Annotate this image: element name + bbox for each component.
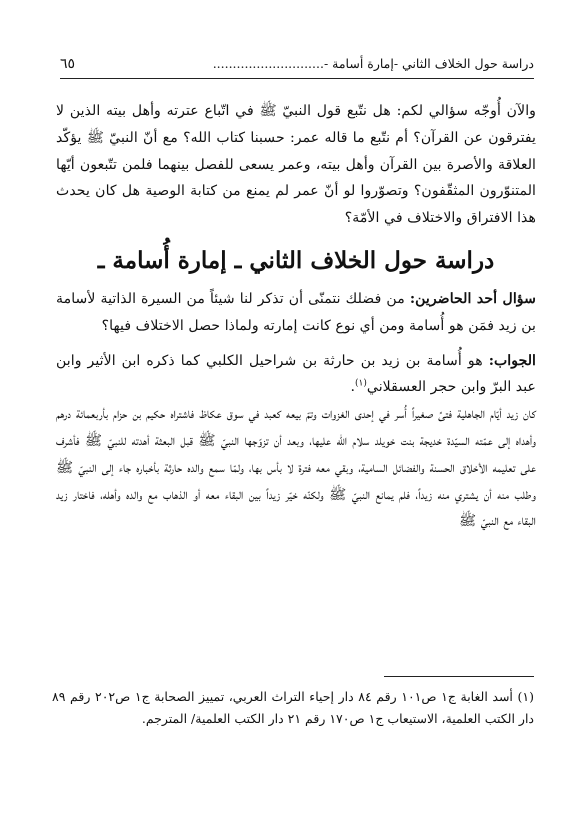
intro-paragraph: والآن أُوجّه سؤالي لكم: هل نتّبع قول النبيّ ﷺ في اتّباع عترته وأهل بيته الذين لا يفترقون عن القرآن؟ أم نتّبع ما قاله عمر: حسبنا كتاب الله؟ مع أنّ النبيّ ﷺ يؤكّد العلاقة والأصرة بين القرآن وأهل بيته، وعمر يسعى للفصل بينهما فلمن تتّبعون أيّها المتنوّرون المثقّفون؟ وتصوّروا لو أنّ عمر لم يمنع من كتابة الوصية هل كان يحدث هذا الافتراق والاختلاف في الأمّة؟ (56, 103, 536, 227)
question-label: سؤال أحد الحاضرين: (409, 290, 536, 307)
footnote-1: (١) أسد الغابة ج١ ص١٠١ رقم ٨٤ دار إحياء التراث العربي، تمييز الصحابة ج١ ص٢٠٢ رقم ٨٩ دار الكتب العلمية، الاستيعاب ج١ ص١٧٠ رقم ٢١ دار الكتب العلمية/ المترجم. (52, 689, 534, 726)
answer-text: هو أُسامة بن زيد بن حارثة بن شراحيل الكلبي كما ذكره ابن الأثير وابن عبد البرّ وابن حجر العسقلاني (56, 352, 536, 396)
question-paragraph (56, 286, 536, 340)
section-heading: دراسة حول الخلاف الثاني ـ إمارة أُسامة ـ (97, 246, 495, 274)
body-paragraph: كان زيد أيّام الجاهلية فتىً صغيراً أُسر في إحدى الغزوات وتمّ بيعه كعبد في سوق عكاظ فاشتراه حكيم بن حزام بأربعمائة درهم وأهداه إلى عمّته السيّدة خديجة بنت خويلد سلام الله عليها، وبعد أن تزوّجها النبيّ ﷺ قبل البعثة أهدته للنبيّ ﷺ فأشرف على تعليمه الأخلاق الحسنة والفضائل السامية، وبقي معه فترة لا بأس بها، ولمّا سمع والده حارثة بأخباره جاء إلى النبيّ ﷺ وطلب منه أن يشتري منه زيداً، فلم يمانع النبيّ ﷺ ولكنّه خيّر زيداً بين البقاء معه أو الذهاب مع والده وأهله، فاختار زيد البقاء مع النبيّ ﷺ (56, 406, 536, 530)
question-text: من فضلك نتمنّى أن تذكر لنا شيئاً من السيرة الذاتية لأسامة بن زيد فمَن هو أُسامة ومن أي نوع كانت إمارته ولماذا حصل الاختلاف فيها؟ (56, 290, 536, 334)
answer-label: الجواب: (488, 352, 536, 369)
footnotes (52, 686, 534, 730)
answer-paragraph (56, 348, 536, 402)
footnote-reference[interactable]: (١) (355, 378, 367, 389)
answer-end: . (350, 379, 356, 396)
footnote-divider (384, 676, 534, 677)
running-header-title: دراسة حول الخلاف الثاني -إمارة أسامة -............................ (212, 56, 534, 71)
page-number: ٦٥ (60, 56, 76, 72)
running-header (60, 56, 534, 79)
main-text (56, 98, 536, 535)
